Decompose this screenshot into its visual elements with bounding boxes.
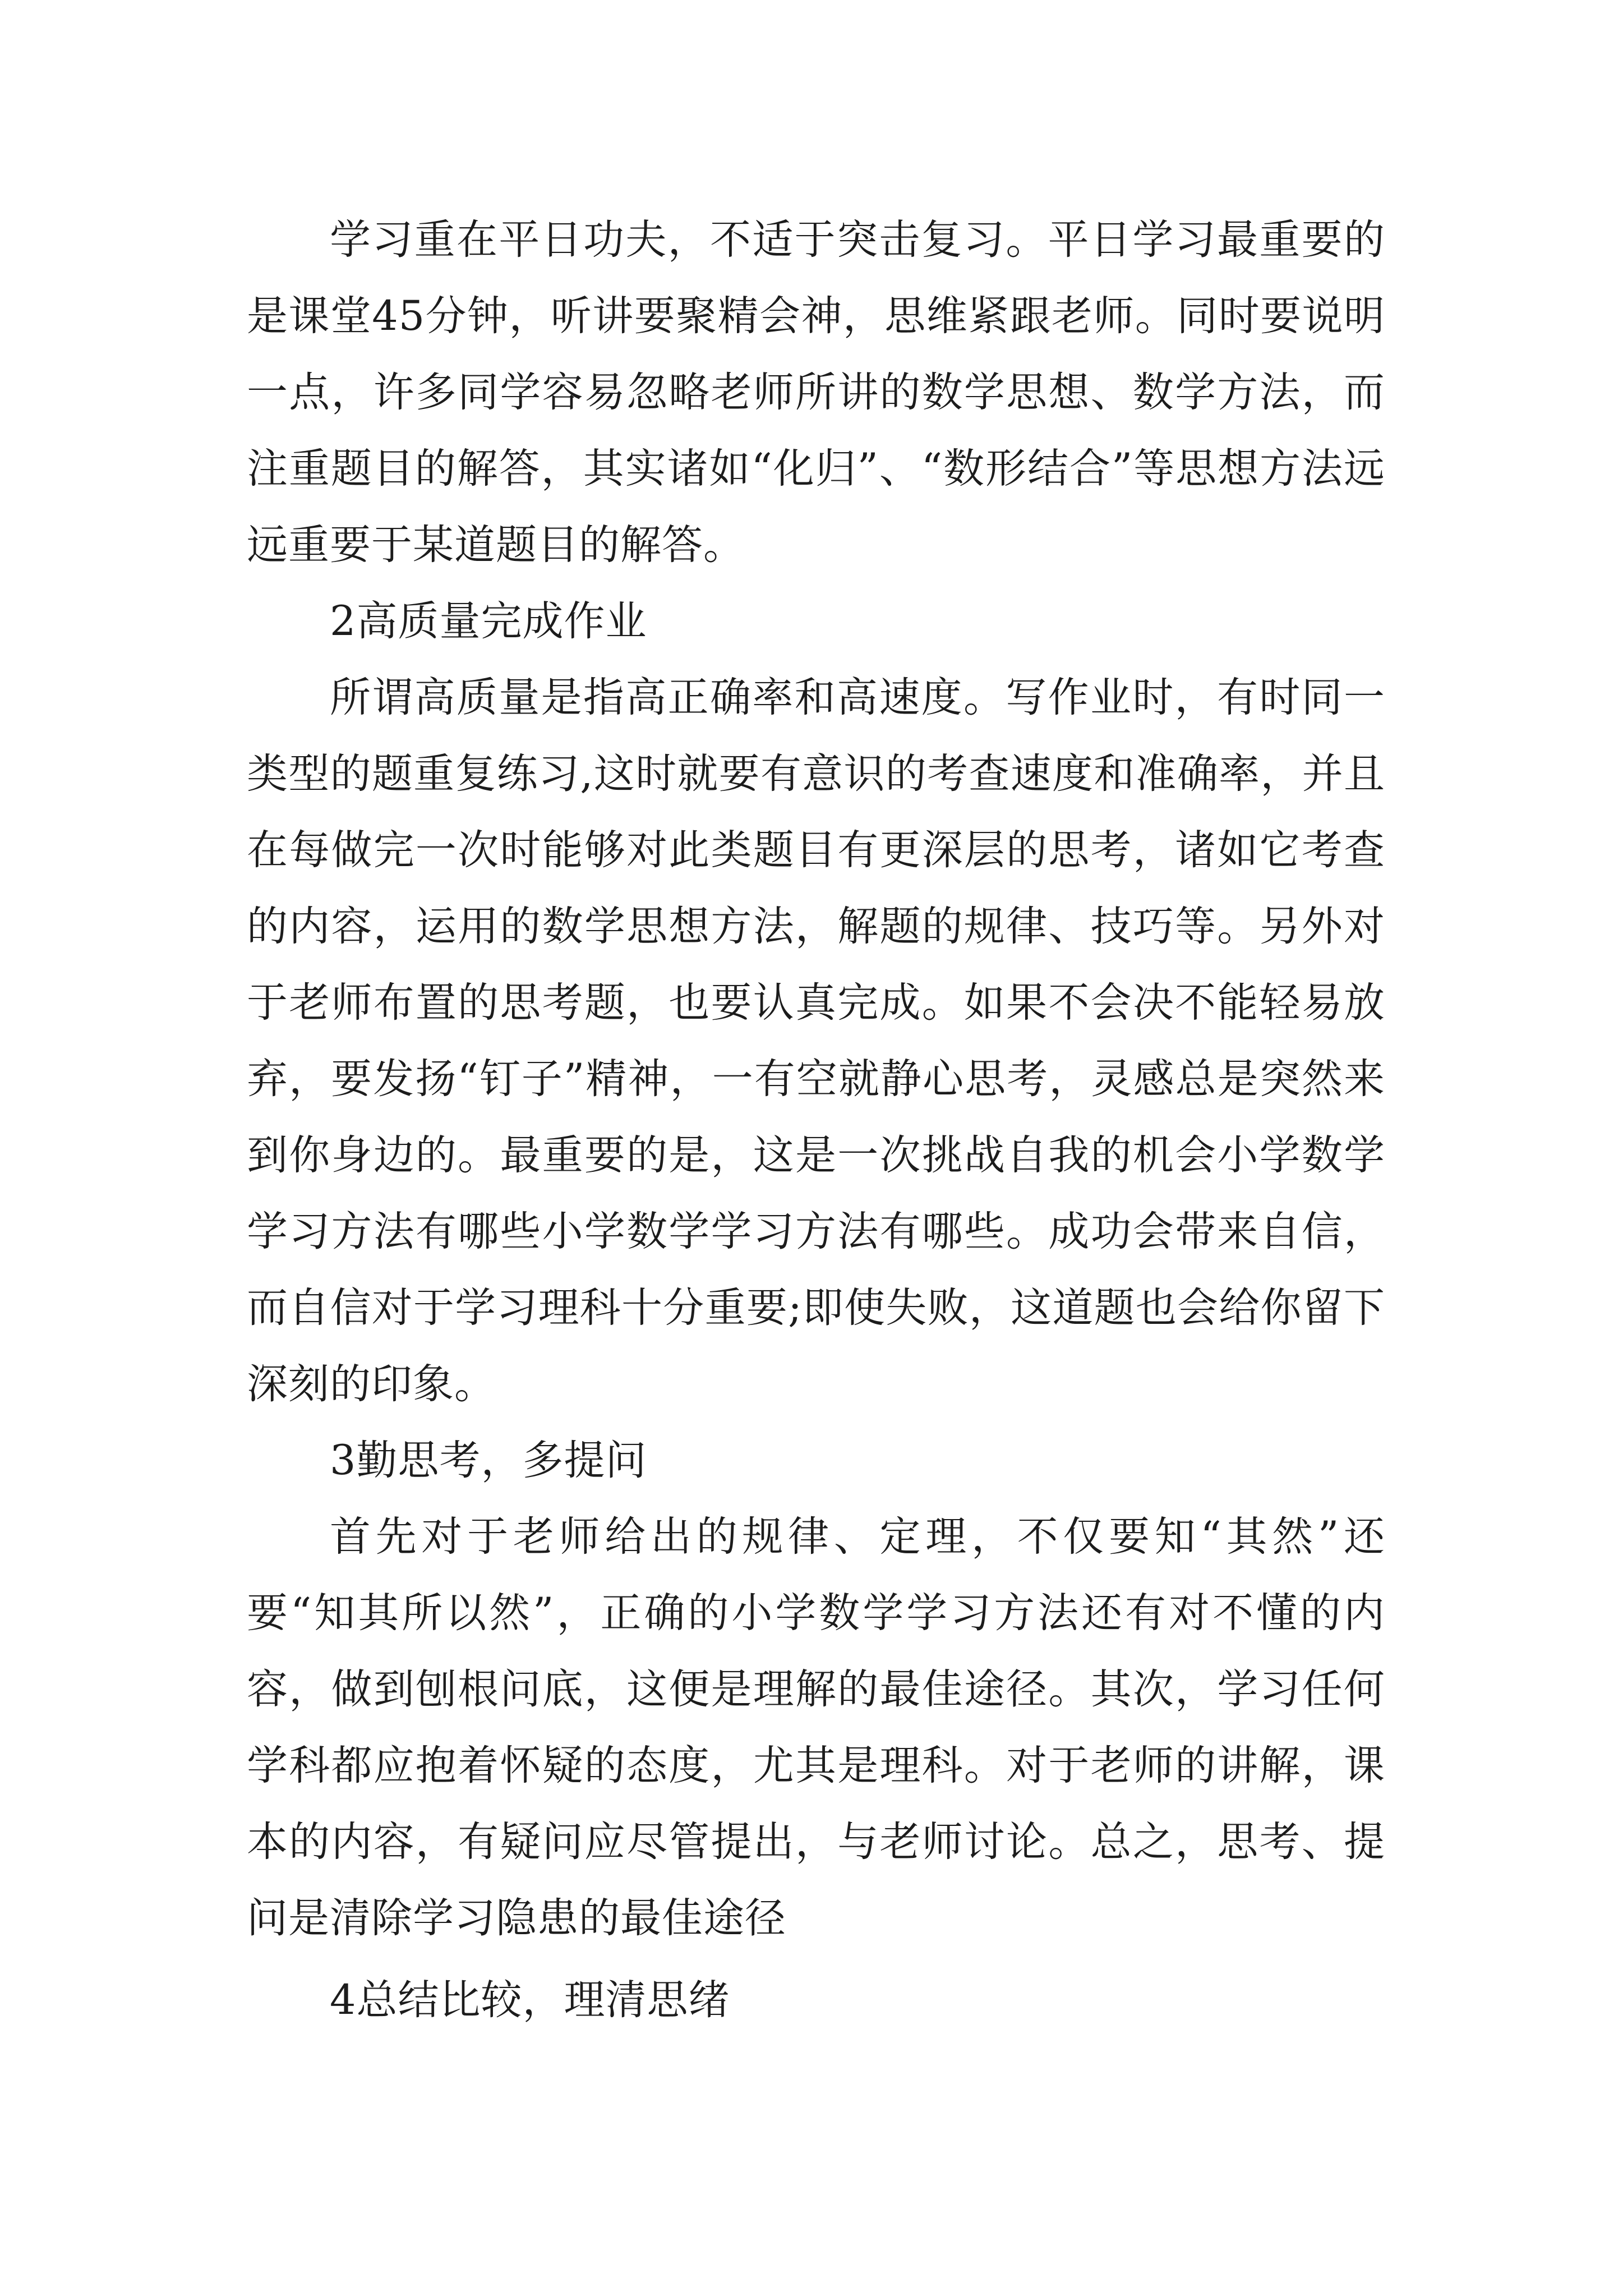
heading-homework: 2高质量完成作业 <box>330 597 647 645</box>
paragraph-think-ask: 首先对于老师给出的规律、定理，不仅要知“其然”还要“知其所以然”，正确的小学数学学习方法还有对不懂的内容，做到刨根问底，这便是理解的最佳途径。其次，学习任何学科都应抱着怀疑的态度，尤其是理科。对于老师的讲解，课本的内容，有疑问应尽管提出，与老师讨论。总之，思考、提问是清除学习隐患的最佳途径 <box>247 1513 1385 1942</box>
heading-think-ask: 3勤思考，多提问 <box>330 1437 647 1484</box>
spacer <box>247 1957 1385 1962</box>
heading-summarize: 4总结比较，理清思绪 <box>330 1976 730 2024</box>
paragraph-study-habits: 学习重在平日功夫，不适于突击复习。平日学习最重要的是课堂45分钟，听讲要聚精会神，思维紧跟老师。同时要说明一点，许多同学容易忽略老师所讲的数学思想、数学方法，而注重题目的解答，其实诸如“化归”、“数形结合”等思想方法远远重要于某道题目的解答。 <box>247 216 1385 569</box>
document-page <box>247 202 1385 2039</box>
paragraph-homework: 所谓高质量是指高正确率和高速度。写作业时，有时同一类型的题重复练习,这时就要有意识的考查速度和准确率，并且在每做完一次时能够对此类题目有更深层的思考，诸如它考查的内容，运用的数学思想方法，解题的规律、技巧等。另外对于老师布置的思考题，也要认真完成。如果不会决不能轻易放弃，要发扬“钉子”精神，一有空就静心思考，灵感总是突然来到你身边的。最重要的是，这是一次挑战自我的机会小学数学学习方法有哪些小学数学学习方法有哪些。成功会带来自信，而自信对于学习理科十分重要;即使失败，这道题也会给你留下深刻的印象。 <box>247 674 1385 1408</box>
